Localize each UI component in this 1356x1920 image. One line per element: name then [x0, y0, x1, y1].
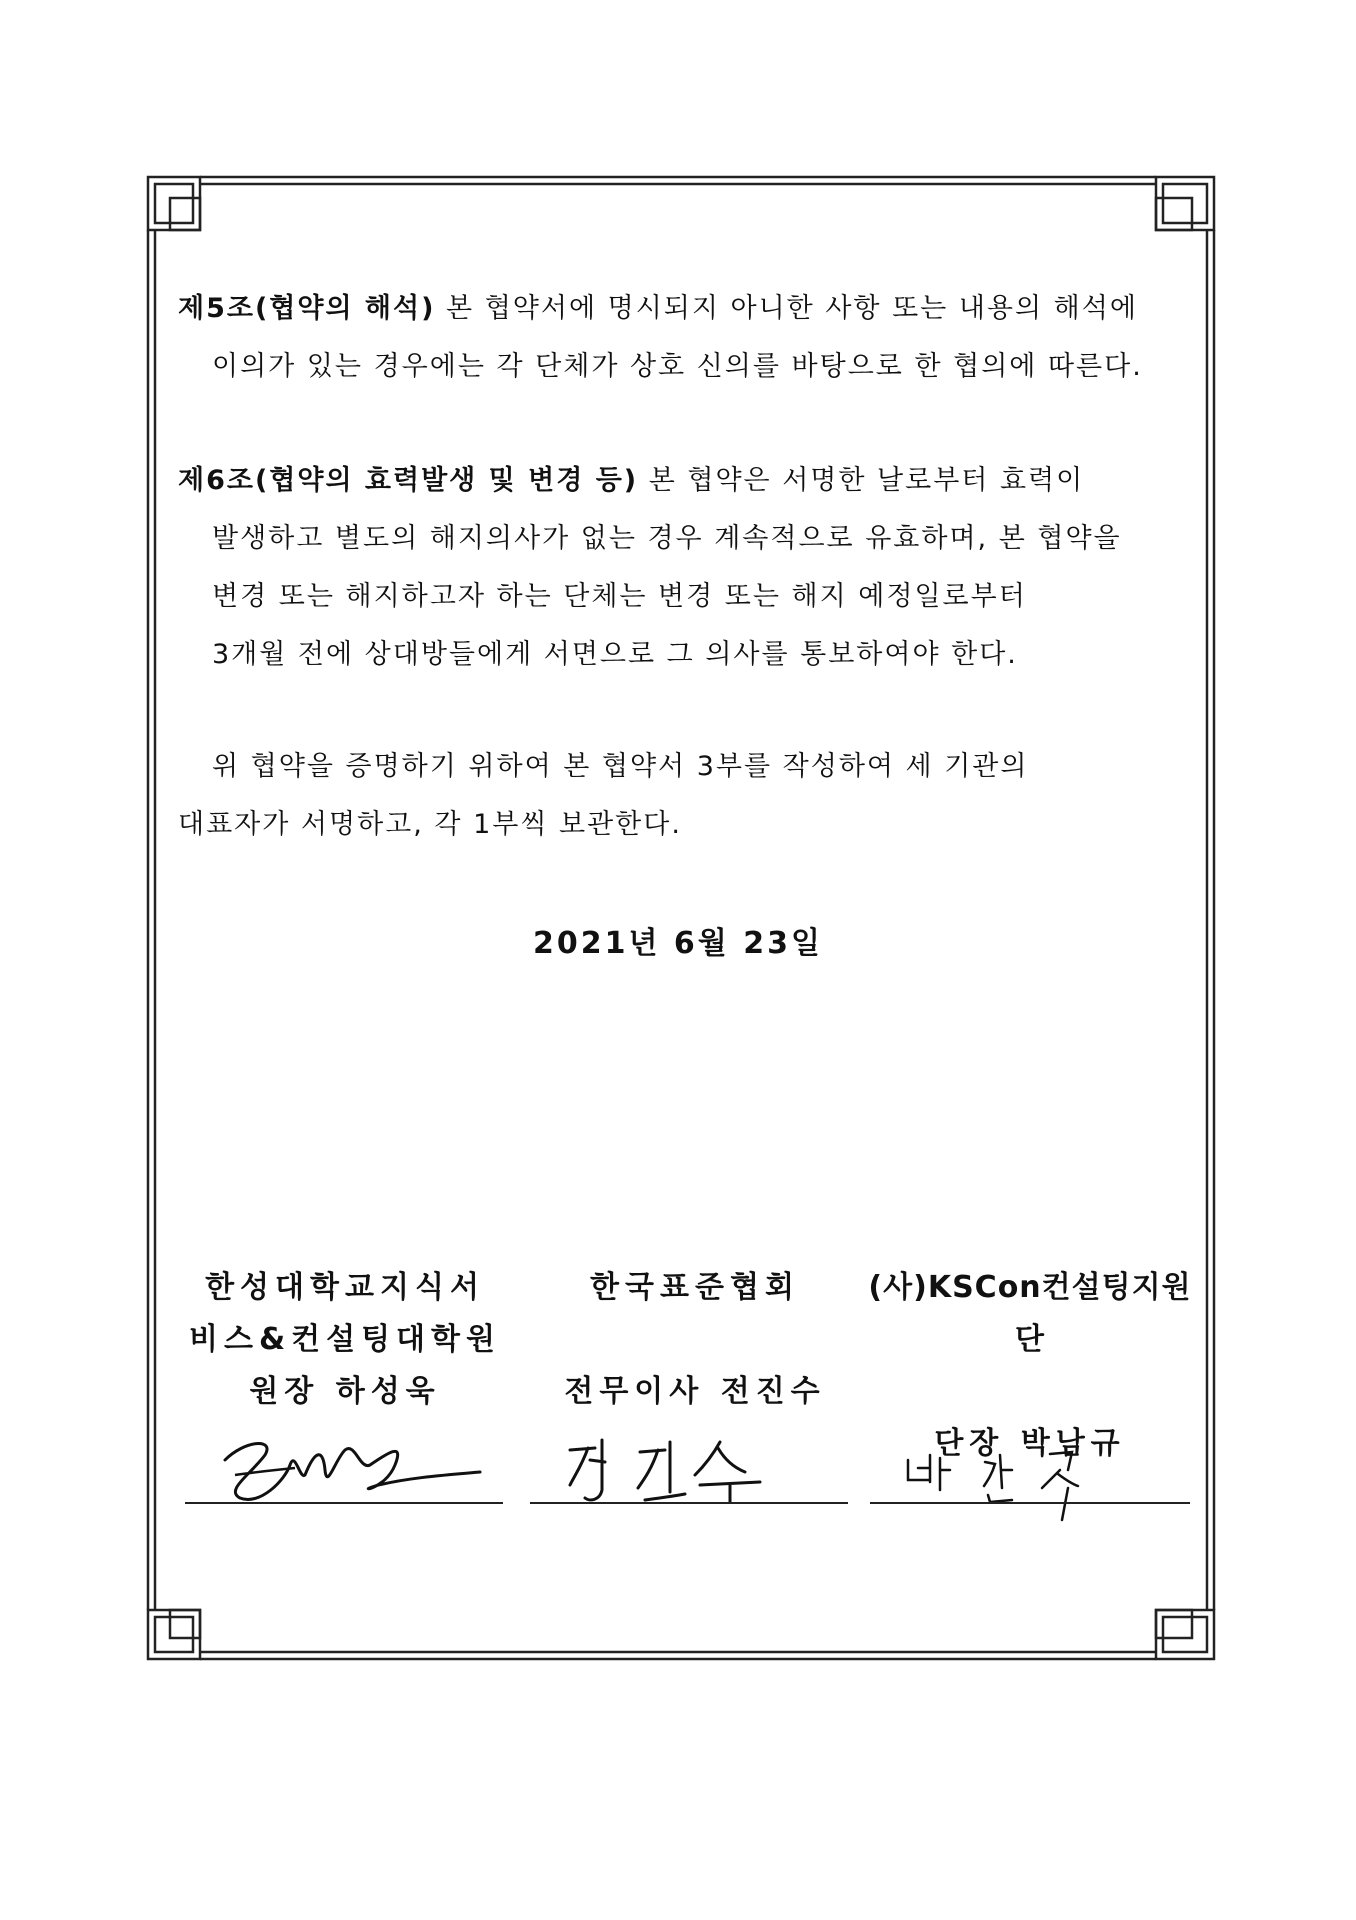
closing-line-2: 대표자가 서명하고, 각 1부씩 보관한다.: [178, 809, 682, 840]
party-1-org-line-1: 한성대학교지식서: [205, 1270, 485, 1305]
signature-party-3: [900, 1440, 1120, 1530]
party-3-org-line-1: (사)KSCon컨설팅지원단: [868, 1270, 1192, 1357]
corner-ornament-top-right: [1156, 177, 1214, 230]
corner-ornament-bottom-left: [148, 1610, 200, 1659]
closing-line-1: 위 협약을 증명하기 위하여 본 협약서 3부를 작성하여 세 기관의: [212, 751, 1029, 782]
party-hansung: [185, 1262, 505, 1418]
article-6-line-3: 변경 또는 해지하고자 하는 단체는 변경 또는 해지 예정일로부터: [212, 581, 1027, 612]
signature-line-party-3: [870, 1502, 1190, 1504]
party-ksa: [530, 1262, 860, 1418]
party-kscon: [860, 1262, 1200, 1470]
article-6: [178, 452, 1188, 684]
signature-party-1: [205, 1420, 495, 1510]
party-2-org-line-1: 한국표준협회: [590, 1270, 800, 1305]
signature-line-party-1: [185, 1502, 503, 1504]
party-1-org-line-2: 비스&컨설팅대학원: [188, 1322, 501, 1357]
corner-ornament-bottom-right: [1156, 1610, 1214, 1659]
article-6-heading: 제6조(협약의 효력발생 및 변경 등): [178, 465, 639, 496]
closing-statement: [178, 738, 1188, 854]
article-6-line-4: 3개월 전에 상대방들에게 서면으로 그 의사를 통보하여야 한다.: [212, 639, 1018, 670]
article-5: [178, 280, 1188, 396]
article-6-line-2: 발생하고 별도의 해지의사가 없는 경우 계속적으로 유효하며, 본 협약을: [212, 523, 1122, 554]
article-6-line-1: 본 협약은 서명한 날로부터 효력이: [638, 465, 1085, 496]
signature-party-2: [560, 1430, 800, 1510]
party-3-representative: 단장 박남규: [934, 1426, 1126, 1461]
corner-ornament-top-left: [148, 177, 200, 230]
article-5-heading: 제5조(협약의 해석): [178, 293, 436, 324]
party-1-representative: 원장 하성욱: [249, 1374, 441, 1409]
party-2-representative: 전무이사 전진수: [564, 1374, 826, 1409]
signature-line-party-2: [530, 1502, 848, 1504]
agreement-date: 2021년 6월 23일: [533, 926, 823, 961]
article-5-line-1: 본 협약서에 명시되지 아니한 사항 또는 내용의 해석에: [435, 293, 1138, 324]
article-5-line-2: 이의가 있는 경우에는 각 단체가 상호 신의를 바탕으로 한 협의에 따른다.: [212, 351, 1143, 382]
